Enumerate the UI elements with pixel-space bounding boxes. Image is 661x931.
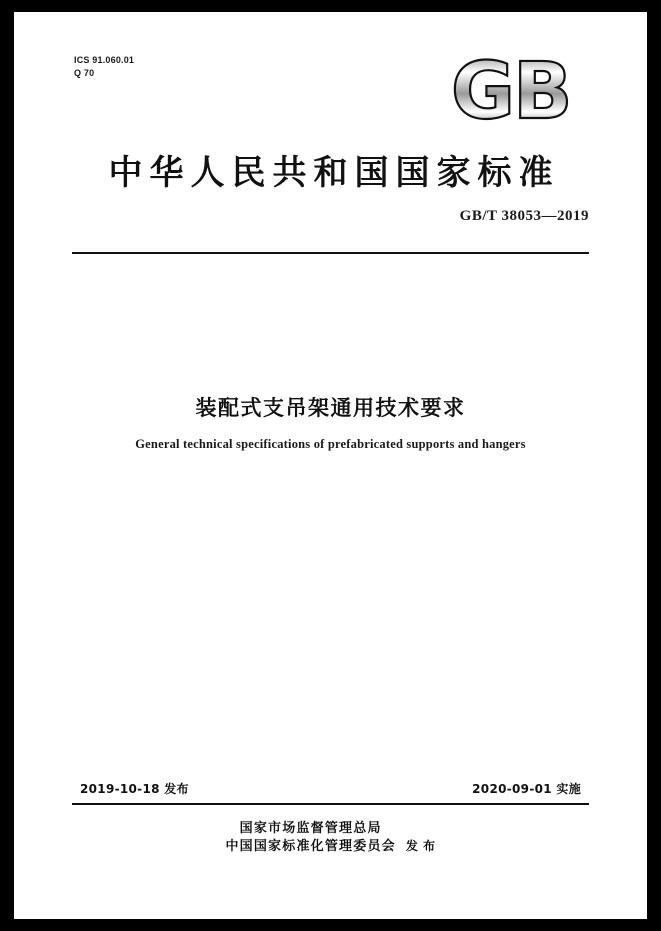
classification-code: Q 70: [74, 68, 95, 78]
svg-text:GB: GB: [451, 54, 571, 132]
publisher-line-1: 国家市场监督管理总局: [239, 821, 382, 836]
document-title-chinese: 装配式支吊架通用技术要求: [195, 396, 466, 420]
divider-bottom: [72, 803, 589, 805]
publish-word: 发 布: [405, 839, 436, 853]
document-title-english: General technical specifications of prefabricated supports and hangers: [135, 437, 526, 451]
issue-date: 2019-10-18 发布: [80, 782, 189, 796]
gb-emblem-icon: [449, 54, 589, 132]
standard-number: GB/T 38053—2019: [459, 208, 589, 224]
document-page: [14, 12, 647, 919]
effective-date: 2020-09-01 实施: [472, 782, 581, 796]
date-row: [72, 780, 589, 800]
ics-code: ICS 91.060.01: [74, 55, 135, 65]
publisher-line-2: 中国国家标准化管理委员会: [225, 839, 396, 854]
divider-top: [72, 252, 589, 254]
ics-code-block: [74, 54, 134, 80]
publisher-names: [225, 820, 395, 856]
page-title: 中华人民共和国国家标准: [108, 153, 560, 193]
publisher-block: [14, 820, 647, 856]
